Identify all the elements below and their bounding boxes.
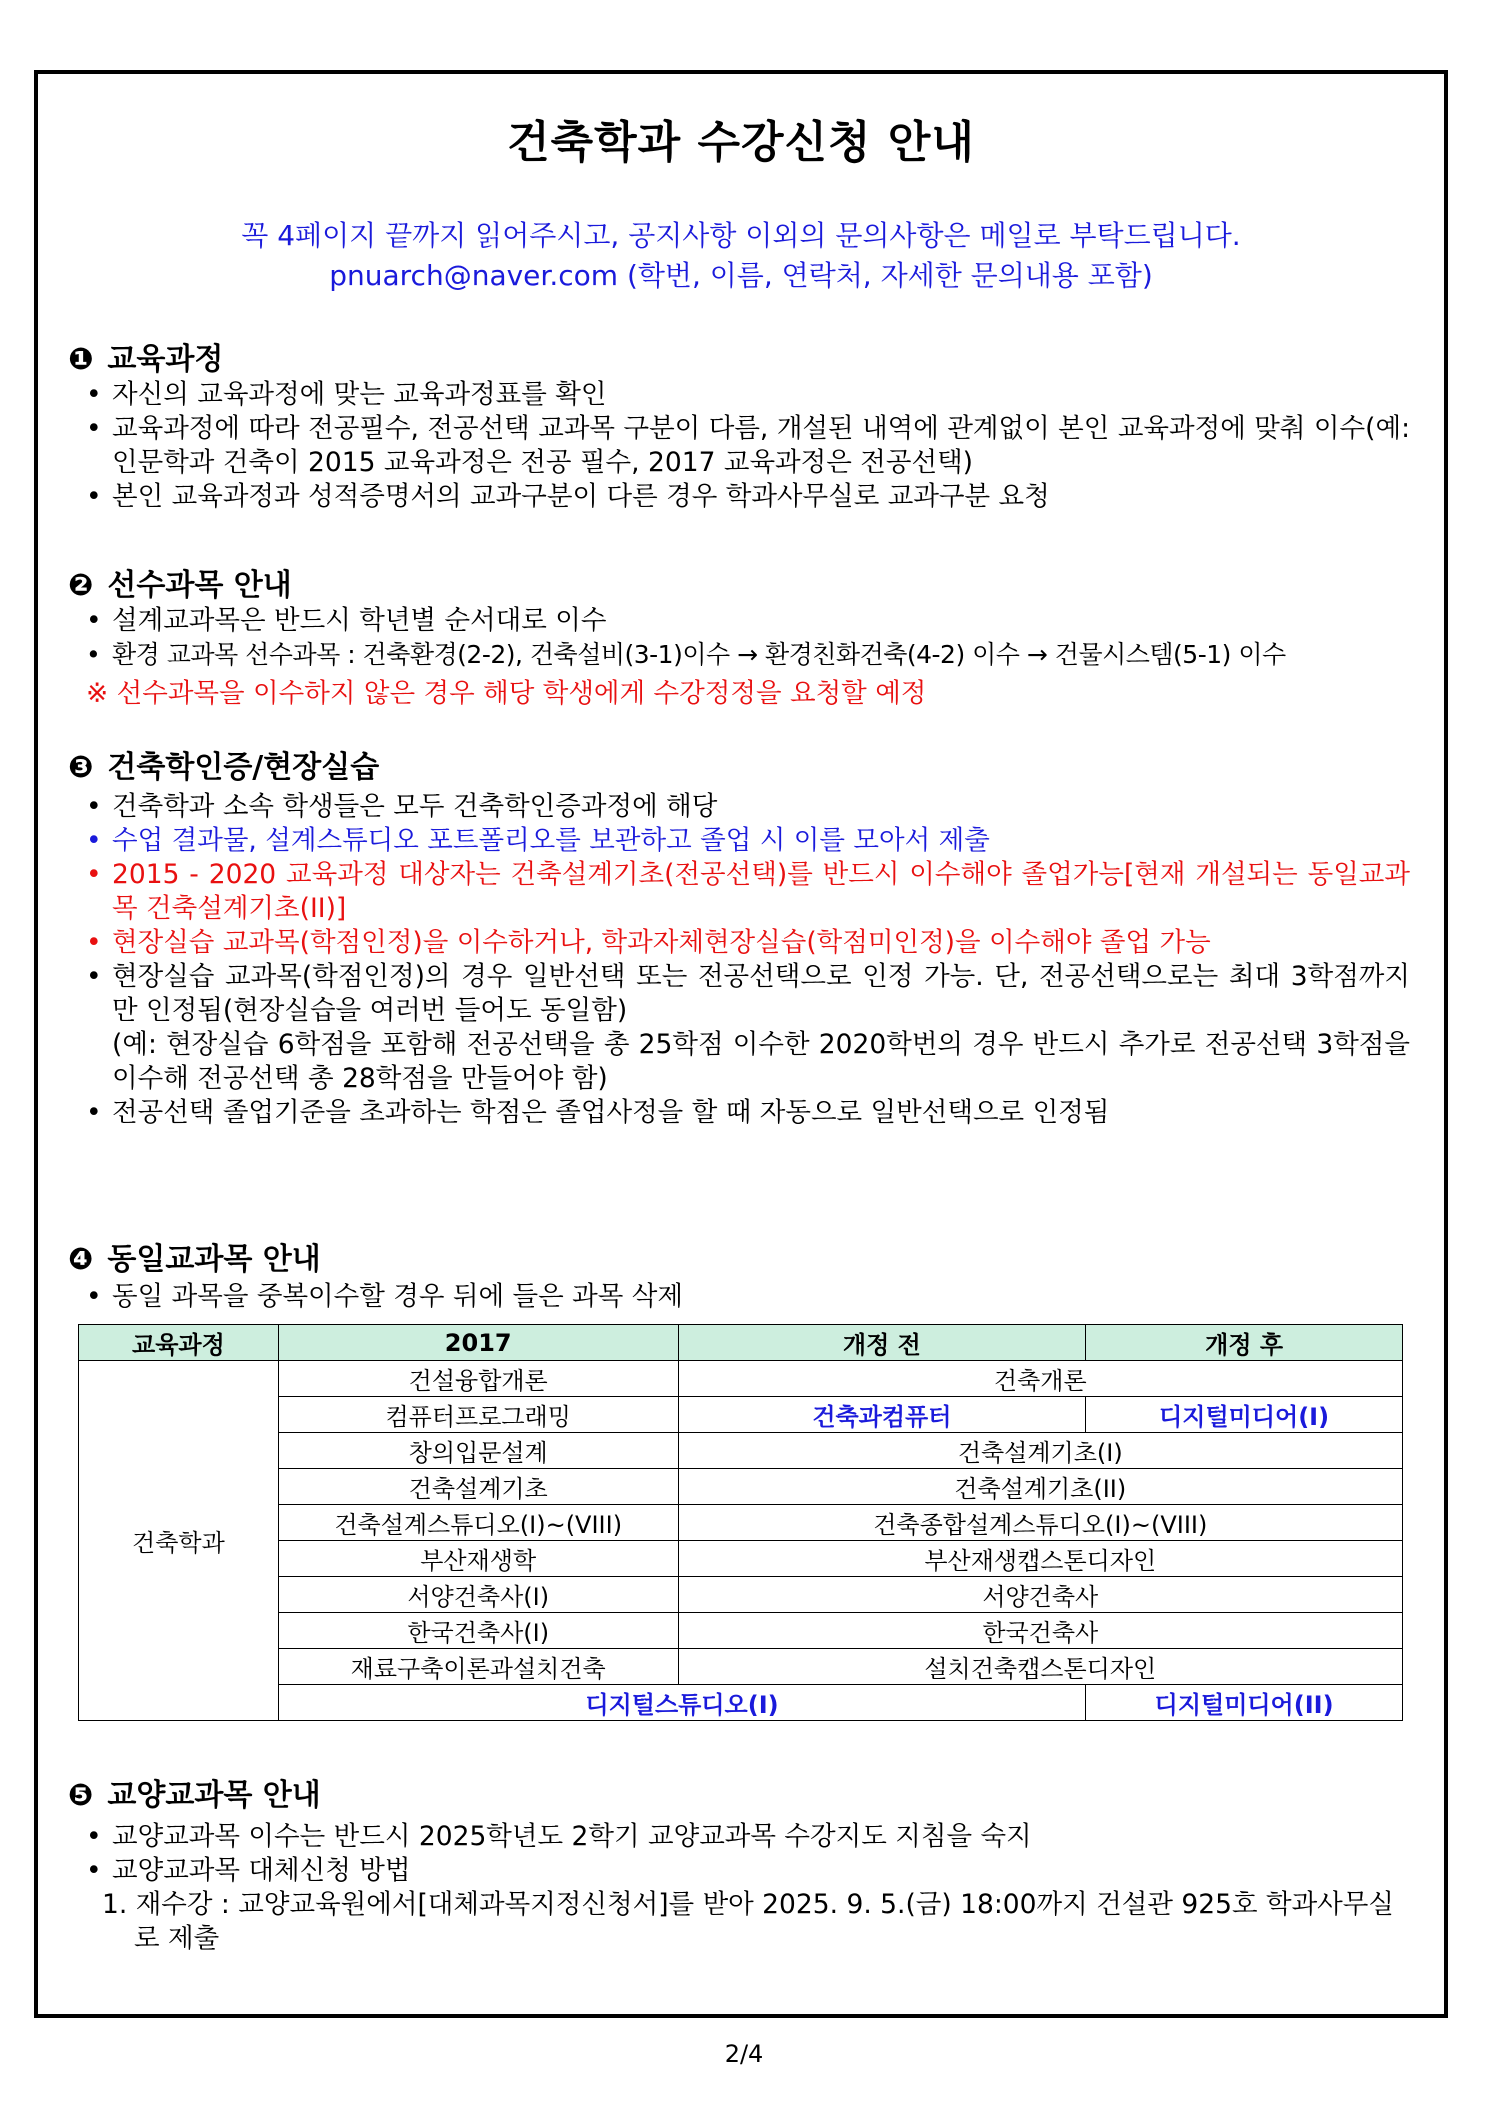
list-item: • 자신의 교육과정에 맞는 교육과정표를 확인 (84, 378, 1410, 412)
number-1-icon: ❶ (68, 342, 94, 377)
table-cell: 건축설계기초 (278, 1469, 678, 1505)
column-header: 2017 (278, 1325, 678, 1361)
list-item: • 2015 - 2020 교육과정 대상자는 건축설계기초(전공선택)를 반드시 이수해야 졸업가능[현재 개설되는 동일교과목 건축설계기초(II)] (84, 858, 1410, 926)
section-4-list (84, 1280, 1410, 1314)
list-item: • 동일 과목을 중복이수할 경우 뒤에 들은 과목 삭제 (84, 1280, 1410, 1314)
list-item: • 교양교과목 대체신청 방법 (84, 1854, 1410, 1888)
notice-line-2: pnuarch@naver.com (학번, 이름, 연락처, 자세한 문의내용 포함) (329, 259, 1153, 292)
section-3-heading (68, 742, 379, 786)
number-3-icon: ❸ (68, 750, 94, 785)
list-item: • 설계교과목은 반드시 학년별 순서대로 이수 (84, 604, 1410, 638)
table-cell: 창의입문설계 (278, 1433, 678, 1469)
table-cell: 설치건축캡스톤디자인 (678, 1649, 1402, 1685)
page-title: 건축학과 수강신청 안내 (507, 117, 975, 168)
list-item: • 현장실습 교과목(학점인정)의 경우 일반선택 또는 전공선택으로 인정 가능. 단, 전공선택으로는 최대 3학점까지만 인정됨(현장실습을 여러번 들어도 동일함) (84, 960, 1410, 1028)
list-item: • 건축학과 소속 학생들은 모두 건축학인증과정에 해당 (84, 790, 1410, 824)
page-number: 2/4 (724, 2040, 764, 2068)
list-item: • 현장실습 교과목(학점인정)을 이수하거나, 학과자체현장실습(학점미인정)을 이수해야 졸업 가능 (84, 926, 1410, 960)
table-row (79, 1361, 1403, 1397)
table-cell: 건축설계스튜디오(I)~(VIII) (278, 1505, 678, 1541)
column-header: 개정 전 (678, 1325, 1086, 1361)
table-cell: 디지털스튜디오(I) (278, 1685, 1085, 1721)
prerequisite-note: ※ 선수과목을 이수하지 않은 경우 해당 학생에게 수강정정을 요청할 예정 (86, 678, 927, 709)
list-item: • 본인 교육과정과 성적증명서의 교과구분이 다른 경우 학과사무실로 교과구분 요청 (84, 480, 1410, 514)
section-1-title: 교육과정 (107, 342, 224, 377)
table-cell: 서양건축사 (678, 1577, 1402, 1613)
table-cell: 부산재생학 (278, 1541, 678, 1577)
section-2-heading (68, 560, 292, 604)
list-item-example: (예: 현장실습 6학점을 포함해 전공선택을 총 25학점 이수한 2020학번의 경우 반드시 추가로 전공선택 3학점을 이수해 전공선택 총 28학점을 만들어야 함) (112, 1029, 1410, 1094)
table-cell: 서양건축사(I) (278, 1577, 678, 1613)
section-5-list (84, 1820, 1410, 1888)
table-cell: 재료구축이론과설치건축 (278, 1649, 678, 1685)
list-item: • 교양교과목 이수는 반드시 2025학년도 2학기 교양교과목 수강지도 지침을 숙지 (84, 1820, 1410, 1854)
section-4-heading (68, 1234, 321, 1278)
section-4-title: 동일교과목 안내 (107, 1242, 321, 1277)
table-cell: 건축과컴퓨터 (678, 1397, 1086, 1433)
list-item: • 교육과정에 따라 전공필수, 전공선택 교과목 구분이 다름, 개설된 내역에 관계없이 본인 교육과정에 맞춰 이수(예: 인문학과 건축이 2015 교육과정은 전공 필수, 2017 교육과정은 전공선택) (84, 412, 1410, 480)
column-header: 개정 후 (1086, 1325, 1403, 1361)
number-2-icon: ❷ (68, 568, 94, 603)
equivalent-courses-table (78, 1324, 1403, 1721)
list-item: • 환경 교과목 선수과목 : 건축환경(2-2), 건축설비(3-1)이수 → 환경친화건축(4-2) 이수 → 건물시스템(5-1) 이수 (84, 638, 1410, 672)
section-1-heading (68, 334, 223, 378)
number-4-icon: ❹ (68, 1242, 94, 1277)
list-item: • 수업 결과물, 설계스튜디오 포트폴리오를 보관하고 졸업 시 이를 모아서 제출 (84, 824, 1410, 858)
section-3-list (84, 790, 1410, 1130)
list-item: • 전공선택 졸업기준을 초과하는 학점은 졸업사정을 할 때 자동으로 일반선택으로 인정됨 (84, 1096, 1410, 1130)
department-cell: 건축학과 (79, 1361, 279, 1721)
table-cell: 건축종합설계스튜디오(I)~(VIII) (678, 1505, 1402, 1541)
table-cell: 디지털미디어(II) (1086, 1685, 1403, 1721)
document-frame (34, 70, 1448, 2018)
table-header-row (79, 1325, 1403, 1361)
section-5-title: 교양교과목 안내 (107, 1778, 321, 1813)
column-header: 교육과정 (79, 1325, 279, 1361)
section-2-list (84, 604, 1410, 672)
table-cell: 건축개론 (678, 1361, 1402, 1397)
table-cell: 한국건축사(I) (278, 1613, 678, 1649)
notice-line-1: 꼭 4페이지 끝까지 읽어주시고, 공지사항 이외의 문의사항은 메일로 부탁드립니다. (241, 219, 1241, 252)
table-cell: 부산재생캡스톤디자인 (678, 1541, 1402, 1577)
table-cell: 건축설계기초(I) (678, 1433, 1402, 1469)
number-5-icon: ❺ (68, 1778, 94, 1813)
section-3-title: 건축학인증/현장실습 (107, 750, 380, 785)
table-cell: 건설융합개론 (278, 1361, 678, 1397)
section-5-heading (68, 1770, 321, 1814)
section-2-title: 선수과목 안내 (107, 568, 292, 603)
table-cell: 한국건축사 (678, 1613, 1402, 1649)
table-cell: 컴퓨터프로그래밍 (278, 1397, 678, 1433)
section-1-list (84, 378, 1410, 514)
ordered-item-1: 1. 재수강 : 교양교육원에서[대체과목지정신청서]를 받아 2025. 9. 5.(금) 18:00까지 건설관 925호 학과사무실로 제출 (102, 1889, 1394, 1954)
table-cell: 디지털미디어(I) (1086, 1397, 1403, 1433)
table-cell: 건축설계기초(II) (678, 1469, 1402, 1505)
